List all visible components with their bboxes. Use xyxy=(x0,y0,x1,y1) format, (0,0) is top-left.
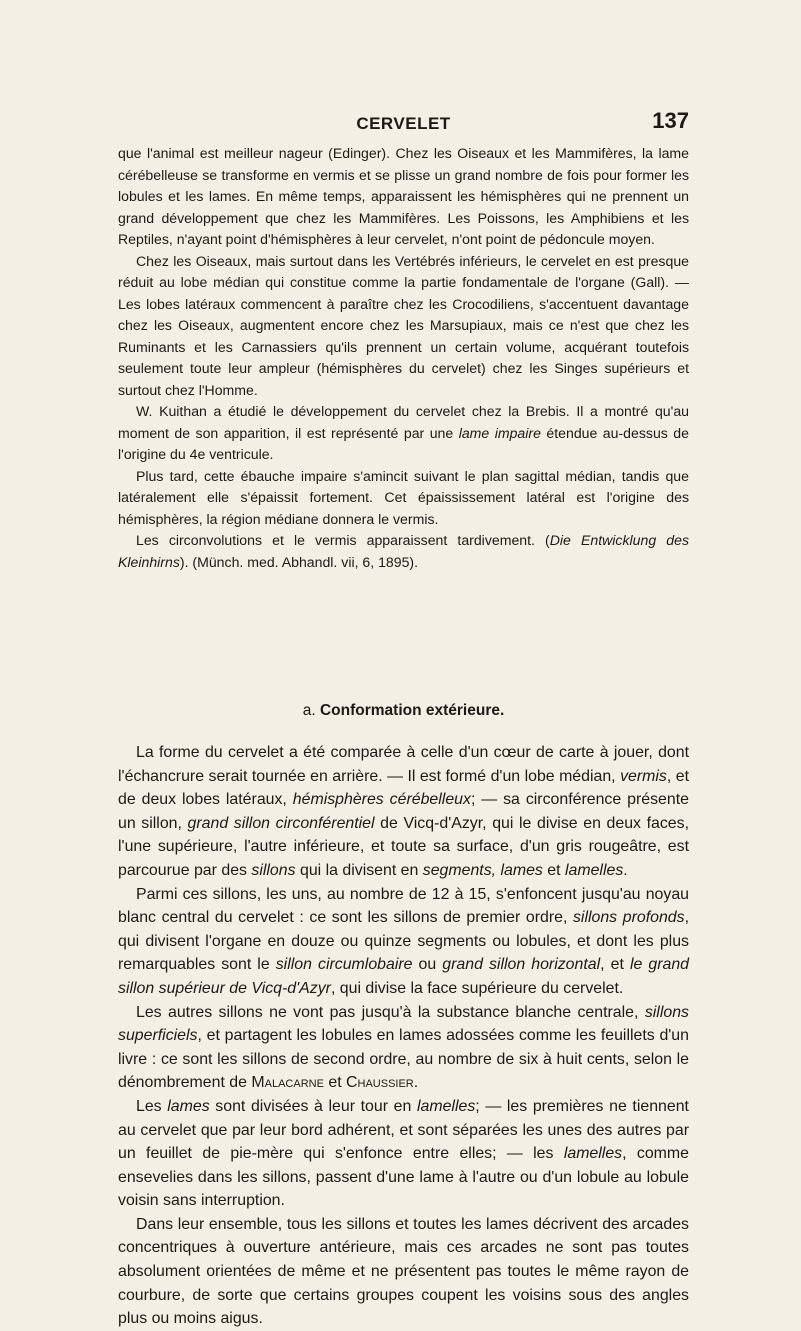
text-run: , et partagent les lobules en lames adossées comme les feuillets d'un livre : ce sont les sillons de second ordre, au nombre de six à huit cents, selon le dénombrement de xyxy=(118,1027,689,1092)
text-run: et xyxy=(323,1074,347,1092)
small-print-block xyxy=(118,143,689,573)
emphasis: lamelles xyxy=(564,861,624,879)
author-name: Malacarne xyxy=(251,1074,324,1092)
text-run: . xyxy=(413,1074,419,1092)
emphasis: Die Entwicklung des Kleinhirns xyxy=(118,532,689,570)
small-paragraph xyxy=(118,401,689,466)
text-run: ; — les premières ne tiennent au cervelet que par leur bord adhérent, et sont séparées les unes des autres par un feuillet de pie-mère qui s'enfonce entre elles; — les xyxy=(118,1097,689,1163)
text-run: ; — sa circonférence présente un sillon, xyxy=(118,791,689,832)
emphasis: hémisphères cérébelleux xyxy=(292,791,471,809)
body-paragraph xyxy=(118,1001,689,1095)
text-run: ou xyxy=(412,956,443,974)
small-paragraph: Plus tard, cette ébauche impaire s'amincit suivant le plan sagittal médian, tandis que latéralement elle s'épaissit fortement. Cet épaississement latéral est l'origine des hémisphères, la région médiane donnera le vermis. xyxy=(118,467,689,527)
body-paragraph xyxy=(118,883,689,1001)
main-text-block xyxy=(118,741,689,1331)
small-paragraph: Chez les Oiseaux, mais surtout dans les Vertébrés inférieurs, le cervelet en est presque réduit au lobe médian qui constitue comme la partie fondamentale de l'organe (Gall). — Les lobes latéraux commencent à paraître chez les Crocodiliens, s'accentuent davantage chez les Oiseaux, augmentent encore chez les Marsupiaux, mais ce n'est que chez les Ruminants et les Carnassiers qu'ils prennent un certain volume, acquérant toutefois seulement toute leur ampleur (hémisphères du cervelet) chez les Singes supérieurs et surtout chez l'Homme. xyxy=(118,252,689,398)
emphasis: sillons xyxy=(251,861,296,879)
emphasis: le grand sillon supérieur de Vicq-d'Azyr xyxy=(118,956,690,997)
emphasis: lame impaire xyxy=(458,424,541,441)
emphasis: sillons superficiels xyxy=(118,1003,689,1045)
emphasis: segments, lames xyxy=(422,861,543,879)
text-run: ). (Münch. med. Abhandl. vii, 6, 1895). xyxy=(179,553,419,570)
emphasis: grand sillon circonférentiel xyxy=(187,814,375,832)
emphasis: sillon circumlobaire xyxy=(275,956,413,974)
emphasis: sillons profonds xyxy=(572,909,685,927)
emphasis: grand sillon horizontal xyxy=(442,956,601,974)
text-run: , et de deux lobes latéraux, xyxy=(118,767,689,809)
body-paragraph: Dans leur ensemble, tous les sillons et toutes les lames décrivent des arcades concentriques à ouverture antérieure, mais ces arcades ne sont pas toutes absolument orientées de même et ne présentent pas toutes le même rayon de courbure, de sorte que certains groupes coupent les voisins sous des angles plus ou moins aigus. xyxy=(118,1215,689,1328)
text-run: Parmi ces sillons, les uns, au nombre de 12 à 15, s'enfoncent jusqu'au noyau blanc central du cervelet : ce sont les sillons de premier ordre, xyxy=(118,885,689,927)
text-run: W. Kuithan a étudié le développement du cervelet chez la Brebis. Il a montré qu'au moment de son apparition, il est représenté par une xyxy=(118,403,689,441)
text-run: sont divisées à leur tour en xyxy=(209,1097,417,1115)
emphasis: lames xyxy=(167,1097,210,1115)
running-head: CERVELET xyxy=(356,114,451,133)
emphasis: vermis xyxy=(620,767,667,785)
text-run: , qui divise la face supérieure du cervelet. xyxy=(330,979,624,997)
text-run: , qui divisent l'organe en douze ou quinze segments ou lobules, et dont les plus remarquables sont le xyxy=(118,909,689,974)
text-run: Les autres sillons ne vont pas jusqu'à la substance blanche centrale, xyxy=(136,1003,645,1021)
text-run: Les circonvolutions et le vermis apparaissent tardivement. ( xyxy=(136,532,550,548)
emphasis: lamelles xyxy=(563,1145,623,1163)
body-paragraph xyxy=(118,1095,689,1213)
emphasis: lamelles xyxy=(416,1097,476,1115)
text-run: qui la divisent en xyxy=(295,861,423,879)
text-run: de Vicq-d'Azyr, qui le divise en deux faces, l'une supérieure, l'autre inférieure, et toute sa surface, d'un gris rougeâtre, est parcourue par des xyxy=(118,814,689,879)
text-run: et xyxy=(542,861,565,879)
text-run: . xyxy=(623,861,628,879)
page-number: 137 xyxy=(652,108,689,133)
page-header xyxy=(118,108,689,138)
small-paragraph: que l'animal est meilleur nageur (Edinger). Chez les Oiseaux et les Mammifères, la lame cérébelleuse se transforme en vermis et se plisse un grand nombre de fois pour former les lobules et les lames. En même temps, apparaissent les hémisphères qui ne prennent un grand développement que chez les Mammifères. Les Poissons, les Amphibiens et les Reptiles, n'ayant point d'hémisphères à leur cervelet, n'ont point de pédoncule moyen. xyxy=(118,145,689,247)
section-title: Conformation extérieure. xyxy=(319,702,505,719)
text-run: Les xyxy=(136,1097,168,1115)
section-letter: a. xyxy=(302,702,316,719)
text-run: La forme du cervelet a été comparée à celle d'un cœur de carte à jouer, dont l'échancrure serait tournée en arrière. — Il est formé d'un lobe médian, xyxy=(118,744,689,785)
text-run: , comme ensevelies dans les sillons, passent d'une lame à l'autre ou d'un lobule au lobule voisin sans interruption. xyxy=(118,1145,689,1210)
section-heading xyxy=(118,702,689,720)
author-name: Chaussier xyxy=(346,1074,414,1092)
body-paragraph xyxy=(118,741,689,883)
small-paragraph xyxy=(118,530,689,573)
text-run: , et xyxy=(600,956,630,974)
text-run: étendue au-dessus de l'origine du 4e ventricule. xyxy=(118,424,689,462)
